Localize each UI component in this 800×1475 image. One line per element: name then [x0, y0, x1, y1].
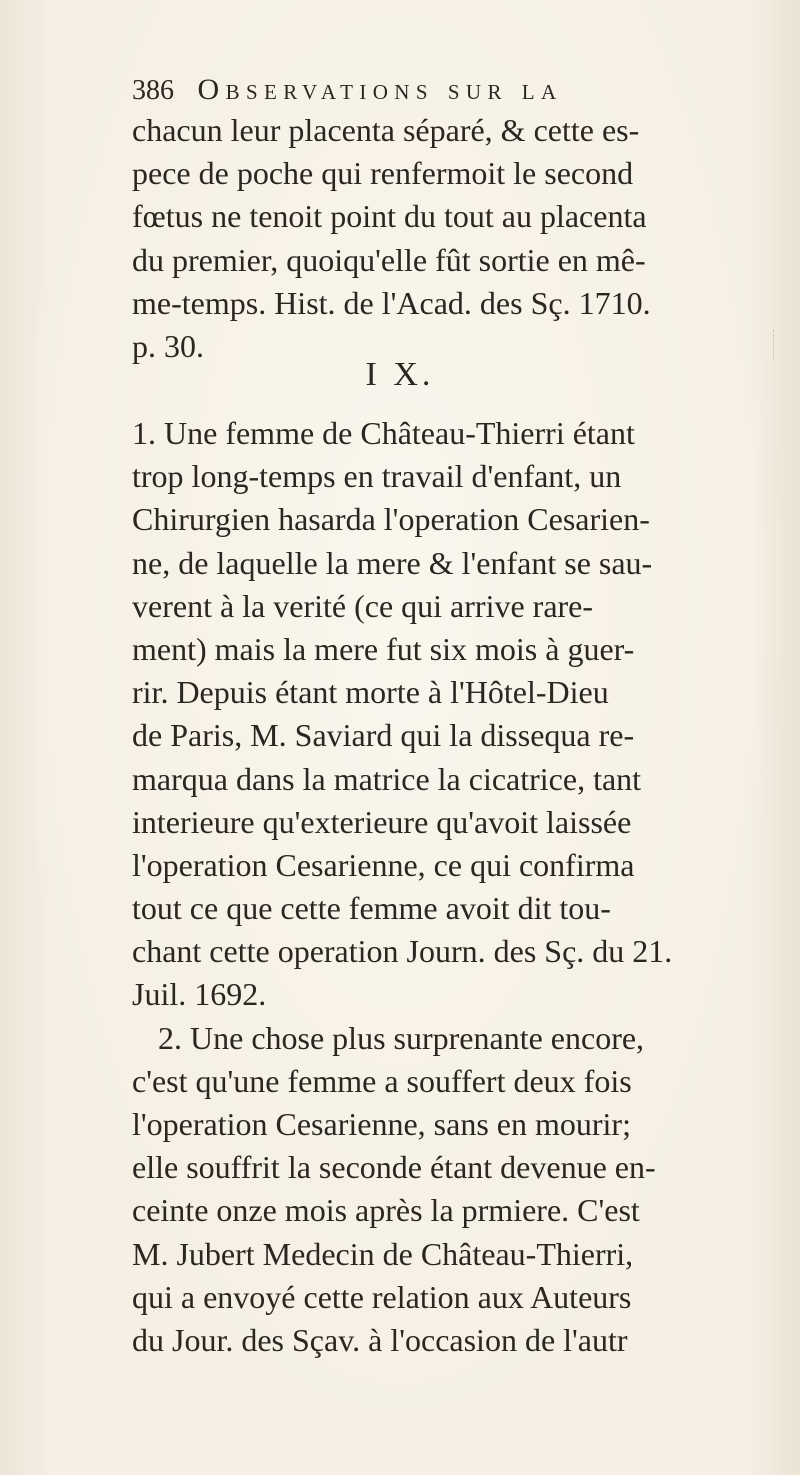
text-line: Chirurgien hasarda l'operation Cesarien- — [132, 501, 650, 538]
text-line: tout ce que cette femme avoit dit tou- — [132, 890, 611, 927]
text-line: chacun leur placenta séparé, & cette es- — [132, 112, 640, 148]
text-line: ment) mais la mere fut six mois à guer- — [132, 630, 635, 667]
text-line: chant cette operation Journ. des Sç. du 21. — [132, 933, 673, 970]
text-line: du Jour. des Sçav. à l'occasion de l'autr — [132, 1321, 628, 1358]
section-heading: I X. — [365, 356, 435, 393]
text-line: interieure qu'exterieure qu'avoit laissée — [132, 803, 632, 840]
text-line: marqua dans la matrice la cicatrice, tant — [132, 760, 642, 797]
page-header — [132, 70, 732, 110]
paper-mark — [773, 330, 792, 360]
text-line: Juil. 1692. — [132, 976, 267, 1013]
text-line: de Paris, M. Saviard qui la dissequa re- — [132, 717, 635, 754]
text-line: ne, de laquelle la mere & l'enfant se sau- — [132, 544, 653, 581]
text-line: du premier, quoiqu'elle fût sortie en mê- — [132, 241, 646, 278]
text-line: M. Jubert Medecin de Château-Thierri, — [132, 1235, 634, 1272]
text-line: qui a envoyé cette relation aux Auteurs — [132, 1278, 632, 1315]
text-line: l'operation Cesarienne, ce qui confirma — [132, 846, 635, 883]
text-line: trop long-temps en travail d'enfant, un — [132, 458, 622, 495]
text-line: verent à la verité (ce qui arrive rare- — [132, 587, 594, 624]
running-title: Observations sur la — [197, 73, 563, 106]
page-number: 386 — [132, 75, 174, 106]
text-line: me-temps. Hist. de l'Acad. des Sç. 1710. — [132, 284, 651, 321]
text-line: rir. Depuis étant morte à l'Hôtel-Dieu — [132, 674, 609, 711]
text-line: fœtus ne tenoit point du tout au placenta — [132, 198, 647, 235]
top-paragraph — [132, 109, 772, 368]
text-line: elle souffrit la seconde étant devenue en- — [132, 1149, 656, 1186]
text-line: pece de poche qui renfermoit le second — [132, 155, 634, 192]
text-line: ceinte onze mois après la prmiere. C'est — [132, 1192, 640, 1229]
text-line: l'operation Cesarienne, sans en mourir; — [132, 1106, 631, 1142]
body-paragraphs — [132, 412, 772, 1362]
text-line: c'est qu'une femme a souffert deux fois — [132, 1062, 632, 1099]
text-line: p. 30. — [132, 327, 204, 364]
text-line: 1. Une femme de Château-Thierri étant — [132, 415, 635, 451]
text-line: 2. Une chose plus surprenante encore, — [158, 1019, 645, 1056]
